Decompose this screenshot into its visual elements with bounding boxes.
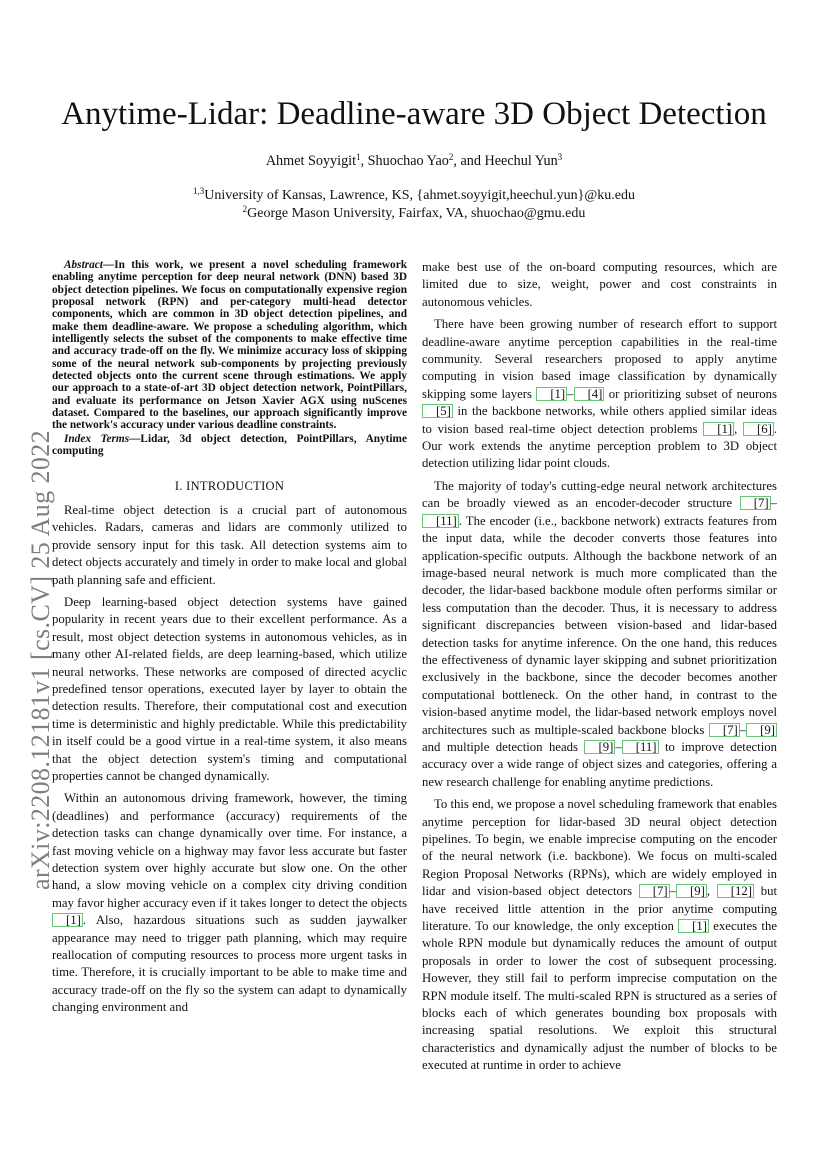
paragraph: make best use of the on-board computing resources, which are limited due to size, weight, power and cost constraints in autonomous vehicles. [422,260,777,309]
arxiv-identifier: arXiv:2208.12181v1 [cs.CV] 25 Aug 2022 [26,429,55,890]
paragraph-text: in the backbone networks, while others applied similar ideas to vision based real-time object detection problems [422,404,777,436]
citation-link[interactable]: [1] [536,387,567,401]
section-number: I. [174,478,187,493]
citation-range-dash: – [770,496,777,511]
citation-link[interactable]: [1] [678,919,709,933]
paragraph-text: . Also, hazardous situations such as sudden jaywalker appearance may need to trigger path planning, which may require reallocation of computing resources to process more urgent tasks in time. Therefore, it is crucially important to be able to make time and accuracy trade-off on the fly so the system can adapt to dynamically changing environment and [52,913,407,1015]
index-terms-label: Index Terms [64,432,130,445]
citation-range-dash: – [615,739,622,754]
abstract-text: —In this work, we present a novel scheduling framework enabling anytime perception for deep neural network (DNN) based 3D object detection pipelines. We focus on computationally expensive region proposal network (RPN) and per-category multi-head detector components, which are common in 3D object detection pipelines, and make them deadline-aware. We propose a scheduling algorithm, which intelligently selects the subset of the components to make effective time and accuracy trade-off on the fly. We minimize accuracy loss of skipping some of the neural network sub-components by projecting previously detected objects onto the current scene through estimations. We apply our approach to a state-of-art 3D object detection network, PointPillars, and evaluate its performance on Jetson Xavier AGX using nuScenes dataset. Compared to the baselines, our approach significantly improve the network's accuracy under various deadline constraints. [52,259,407,432]
citation-range-dash: – [669,884,677,899]
affiliations [0,187,828,223]
paragraph-text: executes the whole RPN module but dynamically reduces the amount of output proposals in order to lower the cost of subsequent processing. However, they still fail to perform imprecise computation on the RPN module itself. The multi-scaled RPN is structured as a series of blocks each of which generates bounding box proposals with increasing spatial resolutions. We exploit this structural characteristics and dynamically adjust the number of blocks to be executed at runtime in order to achieve [422,919,777,1073]
citation-link[interactable]: [1] [703,422,734,436]
affiliation-text: University of Kansas, Lawrence, KS, {ahmet.soyyigit,heechul.yun}@ku.edu [204,188,635,203]
author-affiliation-marker: 1 [356,152,361,162]
abstract [52,259,407,432]
paragraph: Real-time object detection is a crucial part of autonomous vehicles. Radars, cameras and lidars are commonly utilized to provide sensory input for this task. All detection systems aim to detect objects accurately and timely in order to make local and global path planning safe and efficient. [52,502,407,587]
section-title-initial: I [186,478,191,493]
section-heading [52,478,407,495]
paragraph-text: There have been growing number of research effort to support deadline-aware anytime perception capabilities in the real-time community. Several researchers proposed to apply anytime computing in vision based image classification by dynamically skipping some layers [422,317,777,401]
citation-link[interactable]: [5] [422,404,453,418]
affiliation-text: George Mason University, Fairfax, VA, shuochao@gmu.edu [247,206,586,221]
author-line [0,152,828,170]
right-column [422,259,777,1075]
citation-link[interactable]: [9] [584,740,615,754]
citation-link[interactable]: [7] [709,723,740,737]
paragraph [422,478,777,791]
affiliation-marker: 1,3 [193,186,205,196]
paragraph [422,796,777,1075]
paragraph-text: . The encoder (i.e., backbone network) extracts features from the input data, while the decoder converts those features into application-specific outputs. Although the backbone network of an image-based neural network is much more complicated than the decoder, the lidar-based backbone module often performs similar or less computation than the decoder. Thus, it is necessary to address significant discrepancies between vision-based and lidar-based detection tasks for anytime inference. On the one hand, this reduces the effectiveness of dynamic layer skipping and subnet prioritization exclusively in the backbone, since the decoder becomes another computational bottleneck. On the other hand, in contrast to the vision-based anytime model, the lidar-based network employs novel architectures such as multiple-scaled backbone blocks [422,513,777,737]
citation-link[interactable]: [4] [574,387,605,401]
citation-link[interactable]: [9] [746,723,777,737]
affiliation-marker: 2 [242,204,248,214]
author-name: Heechul Yun [484,153,558,169]
affiliation-line [0,205,828,223]
author-name: Shuochao Yao [367,153,449,169]
citation-link[interactable]: [11] [622,740,659,754]
index-terms-text: —Lidar, 3d object detection, PointPillars, Anytime computing [52,432,407,458]
citation-link[interactable]: [9] [676,884,707,898]
author-affiliation-marker: 3 [557,152,563,162]
author-separator: , and [453,153,485,169]
paragraph [52,790,407,1016]
affiliation-line [0,187,828,205]
citation-link[interactable]: [7] [740,496,771,510]
paper-title: Anytime-Lidar: Deadline-aware 3D Object Detection [61,96,767,132]
citation-link[interactable]: [1] [52,913,83,927]
citation-range-dash: – [567,386,574,401]
author-affiliation-marker: 2 [448,152,454,162]
paragraph-text: but have received little attention in the prior anytime computing literature. To our knowledge, the only exception [422,884,777,934]
citation-link[interactable]: [12] [717,884,754,898]
left-column [52,259,407,1017]
citation-link[interactable]: [7] [639,884,670,898]
paragraph-text: or prioritizing subset of neurons [604,386,777,401]
abstract-label: Abstract [64,259,103,271]
paragraph-text: Within an autonomous driving framework, however, the timing (deadlines) and performance (accuracy) requirements of the detection tasks can change dynamically over time. For instance, a fast moving vehicle on a highway may favor less accurate but faster detection system over highly accurate but slow one. On the other hand, a slow moving vehicle on a complex city driving condition may favor higher accuracy even if it takes longer to detect the objects [52,791,407,910]
index-terms [52,433,407,458]
citation-separator: , [706,884,717,899]
paragraph [422,316,777,473]
paragraph-text: and multiple detection heads [422,739,585,754]
paragraph-text: . Our work extends the anytime perception problem to 3D object detection utilizing lidar point clouds. [422,421,778,471]
paragraph-text: The majority of today's cutting-edge neural network architectures can be broadly viewed as an encoder-decoder structure [422,478,777,511]
paragraph-text: To this end, we propose a novel scheduling framework that enables anytime perception for lidar-based 3D neural object detection pipelines. To begin, we enable imprecise computing on the encoder of the neural network (i.e. backbone). We focus on multi-scaled Region Proposal Networks (RPNs), which are widely employed in lidar and vision-based object detectors [422,797,777,899]
author-name: Ahmet Soyyigit [265,153,357,169]
citation-range-dash: – [739,722,747,737]
citation-link[interactable]: [6] [743,422,774,436]
paragraph-text: to improve detection accuracy over a wide range of object sizes and categories, offering a new research challenge for enabling anytime predictions. [422,739,777,789]
citation-separator: , [734,421,743,436]
citation-link[interactable]: [11] [422,514,459,528]
paragraph: Deep learning-based object detection systems have gained popularity in recent years due to their excellent performance. As a result, most object detection systems in autonomous vehicles, as in many other AI-related fields, are deep learning-based, which utilize neural networks. These networks are composed of directed acyclic predefined tensor operations, executed layer by layer to obtain the detection results. Therefore, their computational cost and execution time is deterministic and highly predictable. While this predictability in itself could be a good virtue in a real-time system, it also means that the object detection system's timing and computational properties cannot be changed dynamically. [52,594,407,783]
author-separator: , [360,153,368,169]
section-title-rest: NTRODUCTION [190,478,285,493]
